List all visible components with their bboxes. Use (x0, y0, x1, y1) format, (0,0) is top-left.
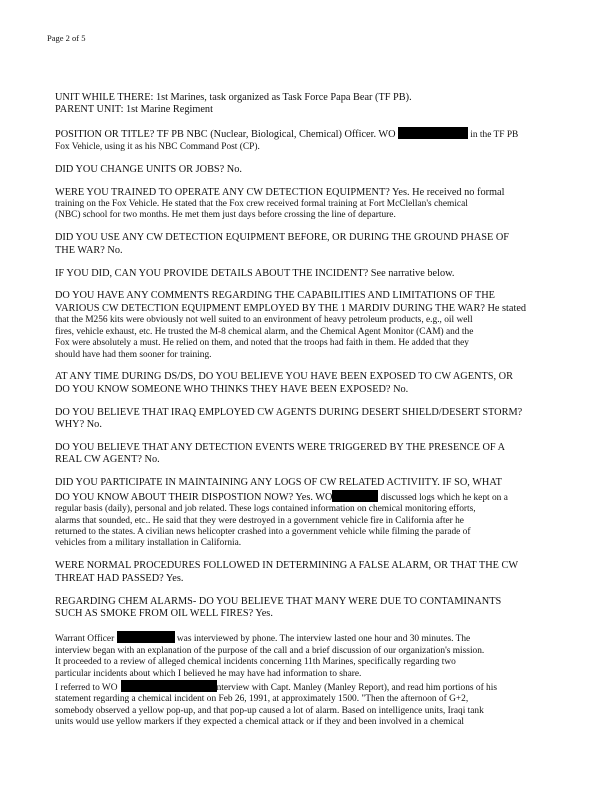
details-question: IF YOU DID, CAN YOU PROVIDE DETAILS ABOUT THE INCIDENT? See narrative below. (55, 267, 455, 279)
position-line-2: Fox Vehicle, using it as his NBC Command Post (CP). (55, 141, 260, 152)
exposed-question-1: AT ANY TIME DURING DS/DS, DO YOU BELIEVE YOU HAVE BEEN EXPOSED TO CW AGENTS, OR (55, 371, 513, 383)
page-number: Page 2 of 5 (47, 33, 86, 43)
trained-answer-2: (NBC) school for two months. He met them just days before crossing the line of departure. (55, 210, 396, 221)
redaction-box (121, 680, 217, 692)
logs-answer-3: returned to the states. A civilian news helicopter crashed into a government vehicle while filming the parade of (55, 526, 471, 537)
use-equipment-section (55, 232, 533, 257)
events-section (55, 442, 533, 467)
logs-question-2: DO YOU KNOW ABOUT THEIR DISPOSTION NOW? Yes. WO (55, 491, 333, 503)
iraq-section (55, 407, 533, 432)
logs-answer-4: vehicles from a military installation in California. (55, 538, 242, 549)
position-text-b: in the TF PB (470, 130, 519, 141)
interview-body (55, 92, 533, 739)
logs-answer-2: alarms that sounded, etc.. He said that they were destroyed in a government vehicle fire in California after he (55, 515, 464, 526)
exposed-question-2: DO YOU KNOW SOMEONE WHO THINKS THEY HAVE BEEN EXPOSED? No. (55, 383, 409, 395)
events-question-2: REAL CW AGENT? No. (55, 454, 160, 466)
narrative-section (55, 631, 533, 728)
trained-section (55, 187, 533, 222)
parent-unit: PARENT UNIT: 1st Marine Regiment (55, 104, 213, 116)
exposed-section (55, 371, 533, 396)
position-text-a: POSITION OR TITLE? TF PB NBC (Nuclear, Biological, Chemical) Officer. WO (55, 129, 396, 141)
logs-question-1: DID YOU PARTICIPATE IN MAINTAINING ANY LOGS OF CW RELATED ACTIVIITY. IF SO, WHAT (55, 477, 502, 489)
change-units-question: DID YOU CHANGE UNITS OR JOBS? No. (55, 163, 242, 175)
logs-line-2 (55, 490, 533, 504)
redaction-box (332, 490, 378, 502)
iraq-question-1: DO YOU BELIEVE THAT IRAQ EMPLOYED CW AGENTS DURING DESERT SHIELD/DESERT STORM? (55, 406, 523, 418)
chem-alarms-section (55, 596, 533, 621)
narrative-line-7: somebody observed a yellow pop-up, and that pop-up caused a lot of alarm. Based on intelligence units, Iraqi tank (55, 705, 484, 716)
use-question-1: DID YOU USE ANY CW DETECTION EQUIPMENT BEFORE, OR DURING THE GROUND PHASE OF (55, 232, 510, 244)
normal-question-2: THREAT HAD PASSED? Yes. (55, 572, 184, 584)
events-question-1: DO YOU BELIEVE THAT ANY DETECTION EVENTS WERE TRIGGERED BY THE PRESENCE OF A (55, 442, 506, 454)
narrative-line-4: particular incidents about which I believed he may have had information to share. (55, 668, 362, 679)
narrative-line-2: interview began with an explanation of the purpose of the call and a brief discussion of our organization's mission. (55, 645, 485, 656)
comments-answer-1: that the M256 kits were obviously not well suited to an environment of heavy petroleum products, e.g., oil well (55, 315, 473, 326)
narrative-line-8: units would use yellow markers if they expected a chemical attack or if they and been involved in a chemical (55, 717, 464, 728)
position-section (55, 127, 533, 153)
comments-section (55, 290, 533, 360)
narrative-text-b: was interviewed by phone. The interview lasted one hour and 30 minutes. The (176, 634, 471, 645)
comments-question-2: VARIOUS CW DETECTION EQUIPMENT EMPLOYED BY THE 1 MARDIV DURING THE WAR? He stated (55, 302, 527, 314)
logs-answer-start: discussed logs which he kept on a (380, 492, 508, 503)
redaction-box (398, 127, 468, 139)
comments-answer-3: Fox were absolutely a must. He relied on them, and noted that the troops had faith in them. He added that they (55, 338, 469, 349)
narrative-text-c: I referred to WO (55, 683, 118, 694)
comments-answer-2: fires, vehicle exhaust, etc. He trusted the M-8 chemical alarm, and the Chemical Agent Monitor (CAM) and the (55, 326, 474, 337)
narrative-text-a: Warrant Officer (55, 634, 115, 645)
use-question-2: THE WAR? No. (55, 244, 123, 256)
unit-section (55, 92, 533, 117)
narrative-line-5 (55, 680, 533, 694)
narrative-line-1 (55, 631, 533, 645)
logs-answer-1: regular basis (daily), personal and job related. These logs contained information on chemical monitoring efforts, (55, 504, 476, 515)
narrative-line-6: statement regarding a chemical incident on Feb 26, 1991, at approximately 1500. "Then the afternoon of G+2, (55, 694, 469, 705)
narrative-line-3: It proceeded to a review of alleged chemical incidents concerning 11th Marines, specifically regarding two (55, 657, 456, 668)
normal-question-1: WERE NORMAL PROCEDURES FOLLOWED IN DETERMINING A FALSE ALARM, OR THAT THE CW (55, 560, 519, 572)
trained-answer-1: training on the Fox Vehicle. He stated that the Fox crew received formal training at Fort McClellan's chemical (55, 198, 468, 209)
normal-procedures-section (55, 560, 533, 585)
unit-while-there: UNIT WHILE THERE: 1st Marines, task organized as Task Force Papa Bear (TF PB). (55, 92, 412, 103)
chem-question-1: REGARDING CHEM ALARMS- DO YOU BELIEVE THAT MANY WERE DUE TO CONTAMINANTS (55, 595, 502, 607)
chem-question-2: SUCH AS SMOKE FROM OIL WELL FIRES? Yes. (55, 608, 273, 619)
narrative-text-d: nterview with Capt. Manley (Manley Report), and read him portions of his (216, 683, 497, 694)
trained-question: WERE YOU TRAINED TO OPERATE ANY CW DETECTION EQUIPMENT? Yes. He received no formal (55, 186, 505, 198)
comments-question-1: DO YOU HAVE ANY COMMENTS REGARDING THE CAPABILITIES AND LIMITATIONS OF THE (55, 290, 495, 302)
comments-answer-4: should have had them sooner for training. (55, 349, 212, 360)
position-line-1 (55, 127, 533, 141)
redaction-box (117, 631, 175, 643)
iraq-question-2: WHY? No. (55, 419, 102, 431)
logs-section (55, 477, 533, 549)
